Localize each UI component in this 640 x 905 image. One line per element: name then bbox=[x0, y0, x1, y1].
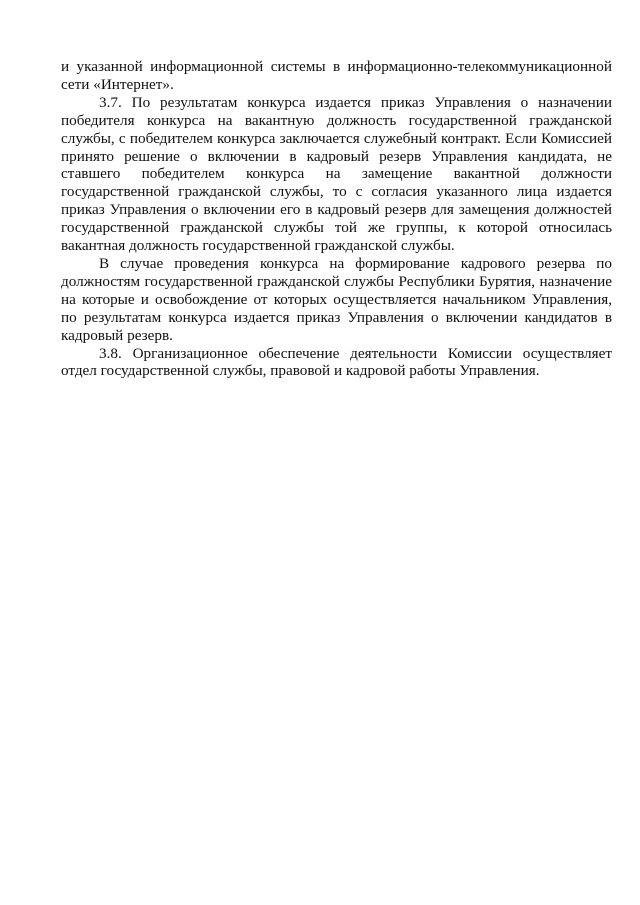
paragraph-clause-3-7: 3.7. По результатам конкурса издается приказ Управления о назначении победителя конкурса на вакантную должность государственной гражданской службы, с победителем конкурса заключается служебный контракт. Если Комиссией принято решение о включении в кадровый резерв Управления кандидата, не ставшего победителем конкурса на замещение вакантной должности государственной гражданской службы, то с согласия указанного лица издается приказ Управления о включении его в кадровый резерв для замещения должностей государственной гражданской службы той же группы, к которой относилась вакантная должность государственной гражданской службы. bbox=[61, 93, 612, 255]
paragraph-reserve-case: В случае проведения конкурса на формирование кадрового резерва по должностям государственной гражданской службы Республики Бурятия, назначение на которые и освобождение от которых осуществляется начальником Управления, по результатам конкурса издается приказ Управления о включении кандидатов в кадровый резерв. bbox=[61, 254, 612, 344]
paragraph-continuation: и указанной информационной системы в информационно-телекоммуникационной сети «Интернет». bbox=[61, 58, 612, 93]
paragraph-clause-3-8: 3.8. Организационное обеспечение деятельности Комиссии осуществляет отдел государственной службы, правовой и кадровой работы Управления. bbox=[61, 344, 612, 380]
document-body bbox=[61, 58, 612, 380]
